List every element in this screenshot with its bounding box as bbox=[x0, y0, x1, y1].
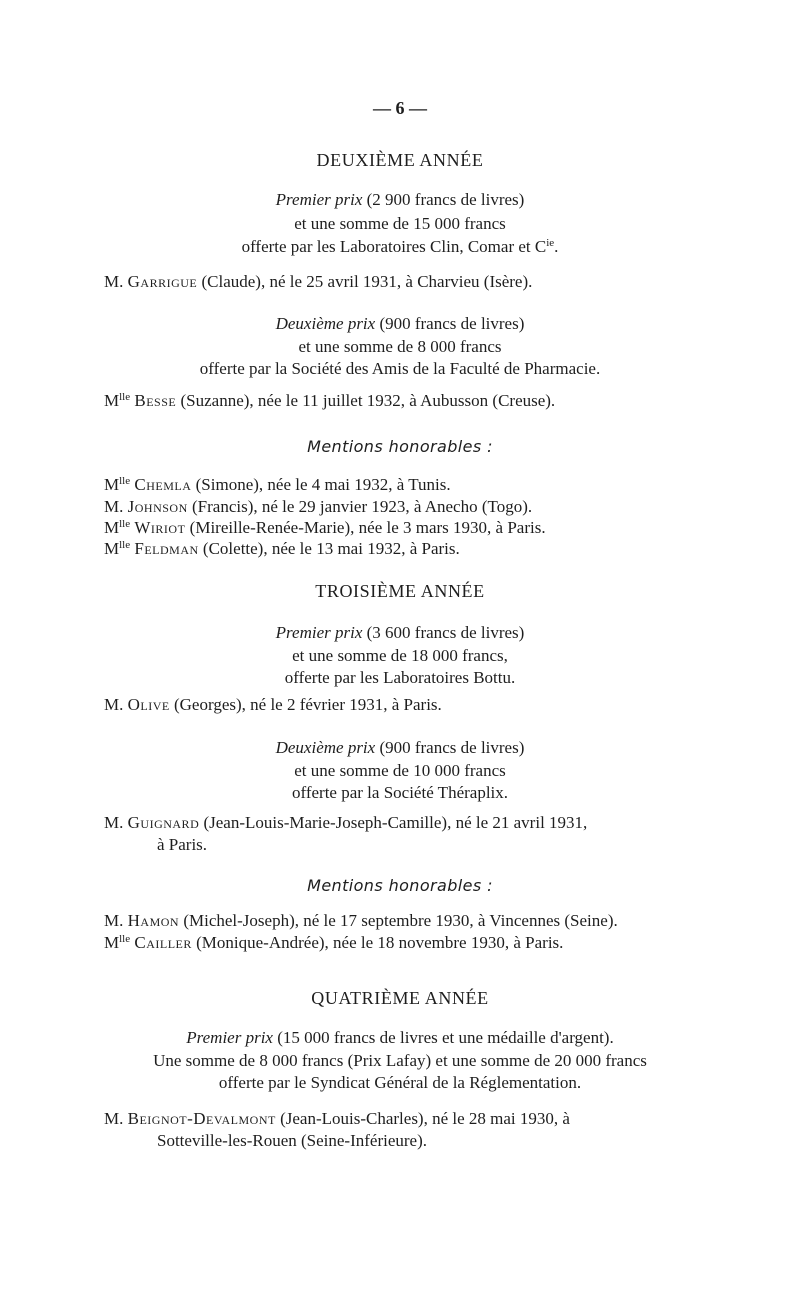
winner-title: M. bbox=[104, 695, 124, 714]
section-title-deuxieme-annee: DEUXIÈME ANNÉE bbox=[316, 150, 484, 170]
mention-details: (Simone), née le 4 mai 1932, à Tunis. bbox=[191, 475, 451, 494]
page-number: — 6 — bbox=[373, 98, 427, 118]
prize-amount: (900 francs de livres) bbox=[375, 738, 525, 757]
prize-name: Premier prix bbox=[275, 623, 363, 642]
mention-entry bbox=[104, 497, 532, 517]
winner-surname: Guignard bbox=[127, 813, 200, 832]
mention-title: M bbox=[104, 539, 120, 558]
mention-surname: Feldman bbox=[134, 539, 199, 558]
mention-details: (Colette), née le 13 mai 1932, à Paris. bbox=[198, 539, 460, 558]
prize-name: Premier prix bbox=[186, 1028, 273, 1047]
superscript: lle bbox=[119, 518, 131, 530]
winner-surname: Beignot-Devalmont bbox=[127, 1109, 276, 1128]
prize-line bbox=[0, 738, 800, 758]
prize-name: Deuxième prix bbox=[275, 738, 376, 757]
prize-line: et une somme de 10 000 francs bbox=[294, 761, 506, 780]
mention-details: (Francis), né le 29 janvier 1923, à Anecho (Togo). bbox=[187, 497, 533, 516]
winner-details: (Suzanne), née le 11 juillet 1932, à Aubusson (Creuse). bbox=[176, 391, 556, 410]
mention-entry bbox=[104, 933, 563, 953]
winner-details-continuation: à Paris. bbox=[157, 835, 208, 854]
winner-title: M. bbox=[104, 1109, 124, 1128]
mention-entry bbox=[104, 911, 618, 931]
winner-title: M. bbox=[104, 272, 124, 291]
prize-line: Une somme de 8 000 francs (Prix Lafay) et une somme de 20 000 francs bbox=[153, 1051, 647, 1070]
prize-name: Premier prix bbox=[275, 190, 363, 209]
section-title-troisieme-annee: TROISIÈME ANNÉE bbox=[315, 581, 485, 601]
prize-line bbox=[0, 623, 800, 643]
winner-entry bbox=[104, 1109, 570, 1129]
prize-amount: (15 000 francs de livres et une médaille d'argent). bbox=[272, 1028, 614, 1047]
winner-title: M bbox=[104, 391, 120, 410]
superscript: lle bbox=[119, 933, 131, 945]
mention-entry bbox=[104, 539, 460, 559]
winner-surname: Olive bbox=[127, 695, 170, 714]
superscript: ie bbox=[546, 237, 555, 249]
prize-line: et une somme de 8 000 francs bbox=[298, 337, 502, 356]
winner-details: (Claude), né le 25 avril 1931, à Charvieu (Isère). bbox=[197, 272, 533, 291]
prize-line: offerte par la Société des Amis de la Faculté de Pharmacie. bbox=[199, 359, 601, 378]
prize-line: offerte par les Laboratoires Bottu. bbox=[284, 668, 516, 687]
prize-amount: (900 francs de livres) bbox=[375, 314, 525, 333]
prize-line: offerte par le Syndicat Général de la Réglementation. bbox=[218, 1073, 582, 1092]
superscript: lle bbox=[119, 475, 131, 487]
mention-surname: Johnson bbox=[127, 497, 188, 516]
mention-surname: Cailler bbox=[134, 933, 192, 952]
superscript: lle bbox=[119, 391, 131, 403]
superscript: lle bbox=[119, 539, 131, 551]
prize-amount: (3 600 francs de livres) bbox=[362, 623, 525, 642]
winner-entry bbox=[104, 391, 555, 411]
mention-surname: Wiriot bbox=[134, 518, 186, 537]
prize-line bbox=[0, 190, 800, 210]
winner-title: M. bbox=[104, 813, 124, 832]
winner-surname: Besse bbox=[134, 391, 177, 410]
prize-line: et une somme de 18 000 francs, bbox=[292, 646, 508, 665]
mention-title: M bbox=[104, 475, 120, 494]
prize-line: offerte par la Société Théraplix. bbox=[291, 783, 509, 802]
mention-entry bbox=[104, 475, 451, 495]
prize-line bbox=[0, 237, 800, 257]
prize-name: Deuxième prix bbox=[275, 314, 376, 333]
prize-line bbox=[0, 314, 800, 334]
mentions-honorables-heading: Mentions honorables : bbox=[307, 876, 493, 895]
winner-surname: Garrigue bbox=[127, 272, 198, 291]
winner-entry bbox=[104, 695, 442, 715]
mention-details: (Monique-Andrée), née le 18 novembre 1930, à Paris. bbox=[191, 933, 564, 952]
mention-surname: Chemla bbox=[134, 475, 192, 494]
mention-title: M bbox=[104, 933, 120, 952]
mention-details: (Michel-Joseph), né le 17 septembre 1930, à Vincennes (Seine). bbox=[179, 911, 618, 930]
mentions-honorables-heading: Mentions honorables : bbox=[307, 437, 493, 456]
winner-details: (Georges), né le 2 février 1931, à Paris. bbox=[169, 695, 442, 714]
winner-entry bbox=[104, 813, 587, 833]
punctuation: . bbox=[554, 237, 559, 256]
mention-title: M. bbox=[104, 497, 124, 516]
winner-details: (Jean-Louis-Charles), né le 28 mai 1930, à bbox=[275, 1109, 570, 1128]
winner-details: (Jean-Louis-Marie-Joseph-Camille), né le 21 avril 1931, bbox=[199, 813, 588, 832]
mention-entry bbox=[104, 518, 546, 538]
mention-surname: Hamon bbox=[127, 911, 180, 930]
mention-title: M bbox=[104, 518, 120, 537]
prize-amount: (2 900 francs de livres) bbox=[362, 190, 525, 209]
winner-entry bbox=[104, 272, 532, 292]
prize-line bbox=[0, 1028, 800, 1048]
prize-line: et une somme de 15 000 francs bbox=[294, 214, 506, 233]
mention-title: M. bbox=[104, 911, 124, 930]
mention-details: (Mireille-Renée-Marie), née le 3 mars 1930, à Paris. bbox=[185, 518, 546, 537]
winner-details-continuation: Sotteville-les-Rouen (Seine-Inférieure). bbox=[157, 1131, 428, 1150]
prize-sponsor: offerte par les Laboratoires Clin, Comar et C bbox=[241, 237, 547, 256]
section-title-quatrieme-annee: QUATRIÈME ANNÉE bbox=[311, 988, 489, 1008]
